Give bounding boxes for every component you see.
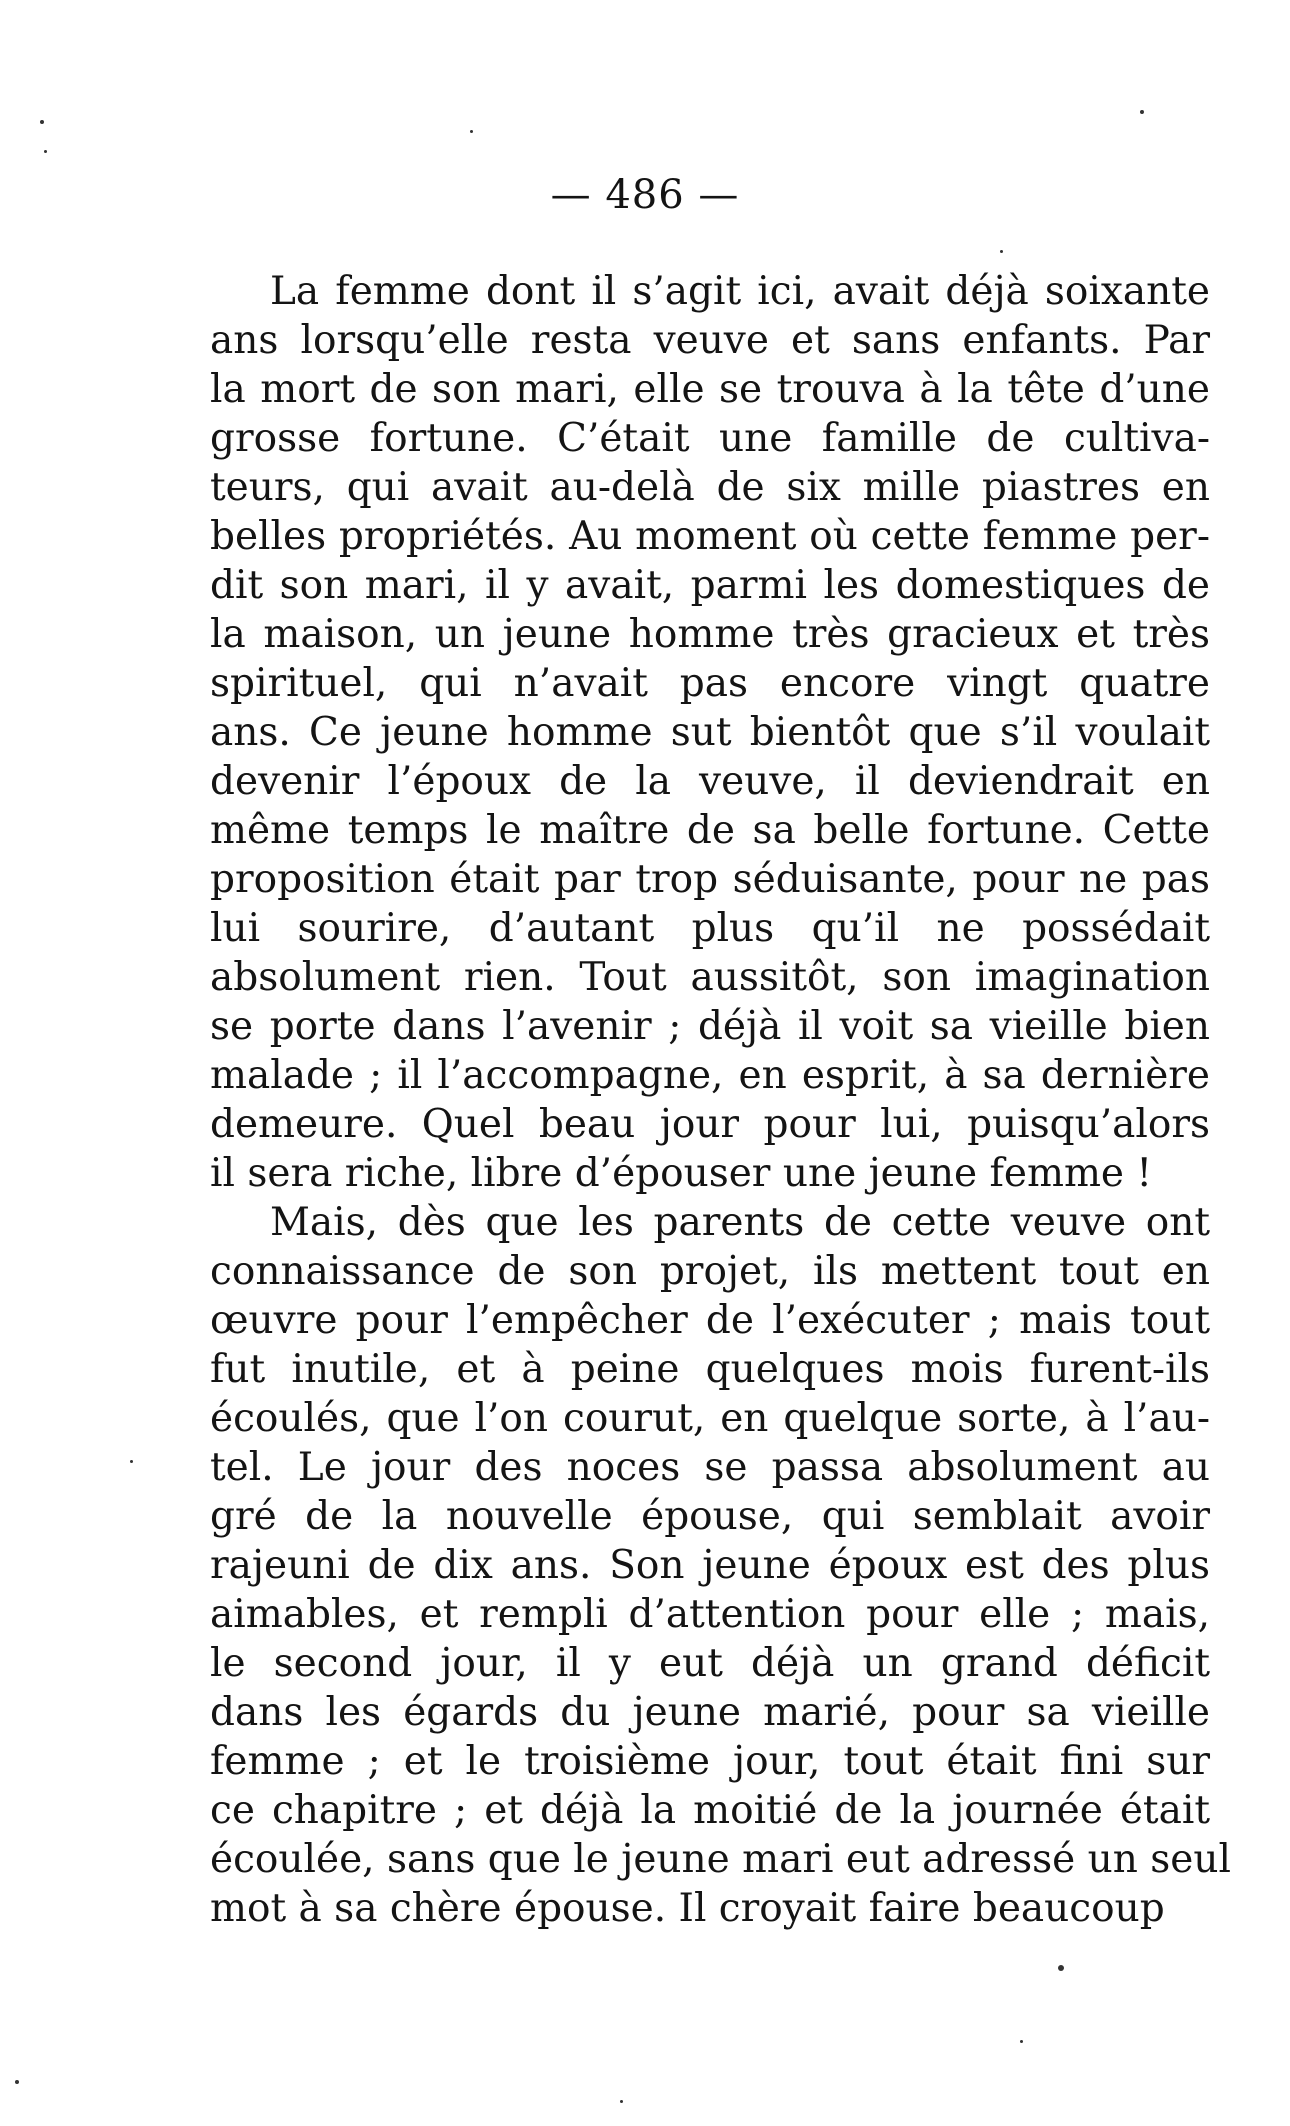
text-line: fut inutile, et à peine quelques mois furent-ils — [210, 1347, 1210, 1392]
scan-speck — [470, 130, 473, 133]
text-line: la maison, un jeune homme très gracieux et très — [210, 612, 1210, 657]
text-line: ce chapitre ; et déjà la moitié de la journée était — [210, 1788, 1210, 1833]
text-line: la mort de son mari, elle se trouva à la tête d’une — [210, 367, 1210, 412]
scan-speck — [44, 150, 47, 153]
text-line: se porte dans l’avenir ; déjà il voit sa vieille bien — [210, 1004, 1210, 1049]
text-line: dit son mari, il y avait, parmi les domestiques de — [210, 563, 1210, 608]
scan-speck — [620, 2100, 623, 2103]
text-line: Mais, dès que les parents de cette veuve ont — [270, 1200, 1210, 1245]
text-line: La femme dont il s’agit ici, avait déjà soixante — [270, 269, 1210, 314]
scan-speck — [1140, 110, 1144, 114]
scan-speck — [1020, 2040, 1023, 2043]
text-line: il sera riche, libre d’épouser une jeune femme ! — [210, 1151, 1153, 1196]
text-line: mot à sa chère épouse. Il croyait faire beaucoup — [210, 1886, 1165, 1931]
scan-speck — [1058, 1965, 1064, 1971]
page-number: — 486 — — [550, 172, 740, 218]
text-line: œuvre pour l’empêcher de l’exécuter ; mais tout — [210, 1298, 1210, 1343]
text-line: gré de la nouvelle épouse, qui semblait avoir — [210, 1494, 1210, 1539]
text-line: malade ; il l’accompagne, en esprit, à sa dernière — [210, 1053, 1210, 1098]
text-line: lui sourire, d’autant plus qu’il ne possédait — [210, 906, 1210, 951]
text-line: le second jour, il y eut déjà un grand déficit — [210, 1641, 1210, 1686]
text-line: même temps le maître de sa belle fortune. Cette — [210, 808, 1210, 853]
text-line: teurs, qui avait au-delà de six mille piastres en — [210, 465, 1210, 510]
text-line: tel. Le jour des noces se passa absolument au — [210, 1445, 1210, 1490]
text-line: écoulés, que l’on courut, en quelque sorte, à l’au- — [210, 1396, 1210, 1441]
body-text — [210, 267, 1231, 1933]
scan-speck — [130, 1460, 133, 1463]
text-line: belles propriétés. Au moment où cette femme per- — [210, 514, 1210, 559]
text-line: connaissance de son projet, ils mettent tout en — [210, 1249, 1210, 1294]
text-line: ans. Ce jeune homme sut bientôt que s’il voulait — [210, 710, 1210, 755]
text-line: aimables, et rempli d’attention pour elle ; mais, — [210, 1592, 1210, 1637]
text-line: proposition était par trop séduisante, pour ne pas — [210, 857, 1210, 902]
text-line: dans les égards du jeune marié, pour sa vieille — [210, 1690, 1210, 1735]
text-line: rajeuni de dix ans. Son jeune époux est des plus — [210, 1543, 1210, 1588]
scan-speck — [15, 2080, 19, 2084]
text-line: spirituel, qui n’avait pas encore vingt quatre — [210, 661, 1210, 706]
text-line: absolument rien. Tout aussitôt, son imagination — [210, 955, 1210, 1000]
text-line: ans lorsqu’elle resta veuve et sans enfants. Par — [210, 318, 1210, 363]
scan-speck — [40, 120, 44, 124]
text-line: grosse fortune. C’était une famille de cultiva- — [210, 416, 1210, 461]
text-line: écoulée, sans que le jeune mari eut adressé un seul — [210, 1837, 1231, 1882]
text-line: femme ; et le troisième jour, tout était fini sur — [210, 1739, 1210, 1784]
scan-speck — [1000, 250, 1003, 253]
text-line: demeure. Quel beau jour pour lui, puisqu’alors — [210, 1102, 1210, 1147]
text-line: devenir l’époux de la veuve, il deviendrait en — [210, 759, 1210, 804]
